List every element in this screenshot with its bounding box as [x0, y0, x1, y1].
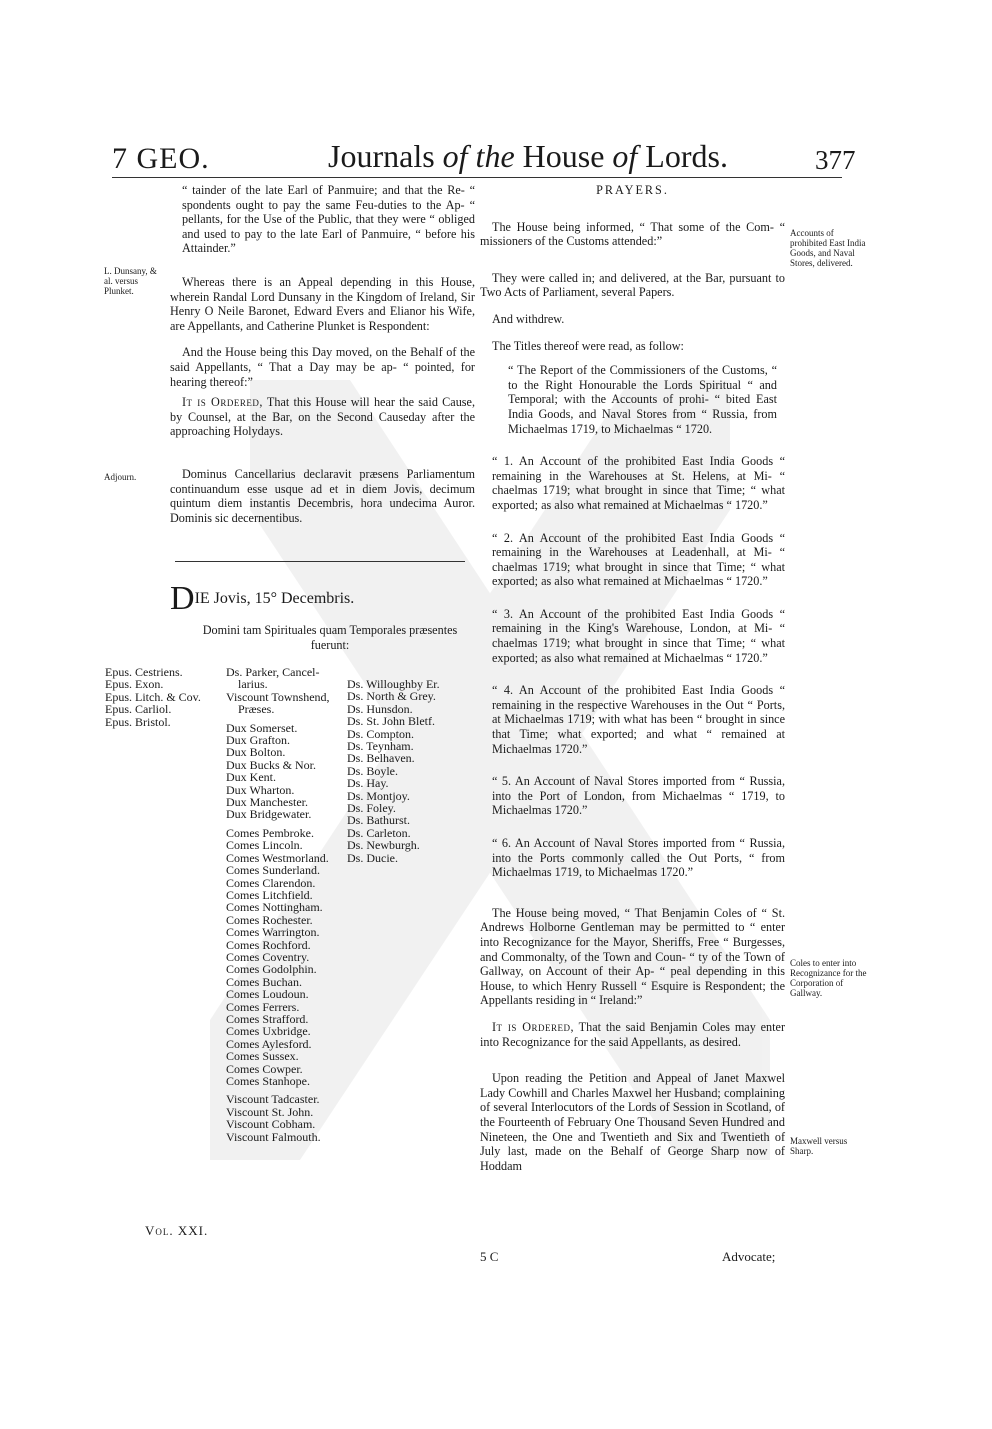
list-item: Comes Pembroke. [226, 825, 314, 840]
ordered-text: That the said Benjamin Coles may enter into Recognizance for the said Appellants, as desired. [480, 1019, 785, 1049]
list-item: Dux Bolton. [226, 745, 286, 760]
lords-list-bishops [105, 666, 201, 728]
list-item: Ds. Hay. [347, 776, 389, 791]
drop-cap: D [170, 580, 195, 617]
margin-note-maxwell: Maxwell versus Sharp. [790, 1136, 848, 1156]
list-item: Dux Grafton. [226, 733, 290, 748]
list-item: Dux Kent. [226, 770, 276, 785]
margin-note-dunsany: L. Dunsany, & al. versus Plunket. [104, 266, 157, 296]
catchword: Advocate; [722, 1249, 776, 1264]
quote-account-3: “ 3. An Account of the prohibited East India Goods “ remaining in the King's Warehouse, London, at Mi- “ chaelmas 1719; what brought in since that Time; “ what exported; as also what remained at Michaelmas “ 1720.” [492, 606, 785, 665]
margin-note-coles: Coles to enter into Recognizance for the Corporation of Gallway. [790, 958, 867, 998]
list-item: Viscount Cobham. [226, 1117, 316, 1132]
list-item: Comes Godolphin. [226, 962, 317, 977]
lords-list-peers [226, 666, 330, 1143]
list-item: Dux Bridgewater. [226, 807, 312, 822]
list-item: Epus. Cestriens. [105, 665, 183, 679]
list-item: Dux Manchester. [226, 795, 308, 810]
list-item: Comes Sussex. [226, 1049, 299, 1064]
list-group-dukes [226, 722, 330, 821]
margin-note-accounts: Accounts of prohibited East India Goods, and Naval Stores, delivered. [790, 228, 866, 268]
paragraph-house-moved: And the House being this Day moved, on the Behalf of the said Appellants, “ That a Day may be ap- “ pointed, for hearing thereof:” [170, 345, 475, 389]
list-item: Ds. Compton. [347, 726, 415, 741]
list-group-viscounts [226, 1093, 330, 1143]
list-item: Ds. Willoughby Er. [347, 677, 440, 691]
title-journals: Journals [328, 138, 443, 174]
left-column [170, 183, 475, 525]
title-house: House [522, 138, 605, 174]
list-item: larius. [238, 677, 268, 692]
list-item: Comes Warrington. [226, 925, 320, 940]
list-item: Epus. Exon. [105, 677, 164, 692]
title-of-2: of [604, 138, 646, 174]
header-divider [112, 177, 842, 178]
list-item: Comes Lincoln. [226, 838, 303, 853]
list-item: Dux Bucks & Nor. [226, 757, 316, 772]
list-item: Comes Ferrers. [226, 999, 300, 1014]
list-item: Comes Nottingham. [226, 900, 323, 915]
title-lords: Lords. [645, 138, 728, 174]
list-item: Comes Cowper. [226, 1061, 303, 1076]
quote-account-2: “ 2. An Account of the prohibited East India Goods “ remaining in the Warehouses at Leadenhall, at Mi- “ chaelmas 1719; what brought in since that Time; “ what exported; as also what remained at Michaelmas “ 1720.” [492, 530, 785, 589]
list-item: Comes Westmorland. [226, 850, 329, 865]
list-group-earls [226, 827, 330, 1088]
list-item: Viscount Townshend, [226, 689, 330, 704]
paragraph-titles-read: The Titles thereof were read, as follow: [492, 338, 684, 353]
right-column [480, 183, 785, 1173]
lords-list-barons [347, 678, 440, 864]
list-item: Ds. North & Grey. [347, 689, 436, 704]
list-item: Epus. Bristol. [105, 714, 171, 729]
title-the: the [467, 138, 523, 174]
day-heading [170, 580, 355, 617]
quote-account-6: “ 6. An Account of Naval Stores imported from “ Russia, into the Ports commonly called the Out Ports, “ from Michaelmas 1719, to Michaelmas 1720.” [492, 836, 785, 880]
list-item: Ds. Newburgh. [347, 838, 420, 853]
paragraph-ordered-hearing [170, 395, 475, 439]
list-item: Ds. Bathurst. [347, 813, 410, 828]
section-heading-prayers: PRAYERS. [596, 183, 669, 197]
title-of: of [442, 138, 468, 174]
list-item: Epus. Carliol. [105, 702, 172, 717]
signature-mark: 5 C [480, 1249, 499, 1264]
list-item: Ds. St. John Bletf. [347, 714, 436, 729]
list-item: Comes Rochester. [226, 912, 313, 927]
ordered-label: It is Ordered, [182, 395, 263, 410]
quote-account-1: “ 1. An Account of the prohibited East India Goods “ remaining in the Warehouses at St. Helens, at Mi- “ chaelmas 1719; what brought in since that Time; “ what exported; as also what remained at Michaelmas “ 1720.” [492, 454, 785, 512]
list-item: Præses. [238, 702, 275, 717]
paragraph-coles-ordered [480, 1020, 785, 1049]
ordered-label: It is Ordered, [492, 1019, 575, 1034]
list-item: Ds. Carleton. [347, 825, 411, 840]
list-item: Comes Loudoun. [226, 987, 309, 1002]
list-item: Viscount Falmouth. [226, 1129, 321, 1144]
list-item: Comes Clarendon. [226, 875, 316, 890]
page-number: 377 [815, 145, 856, 175]
paragraph-coles-motion: The House being moved, “ That Benjamin Coles of “ St. Andrews Holborne Gentleman may be permitted to “ enter into Recognizance for the Mayor, Sheriffs, Free “ Burgesses, and Commonalty, of the Town and Coun- “ ty of the Town of Gallway, on Account of their Ap- “ peal depending in this House, to which Henry Russell “ Esquire is Respondent; the Appellants residing in “ Ireland:” [480, 905, 785, 1008]
list-item: Viscount Tadcaster. [226, 1092, 320, 1107]
quote-panmuire: “ tainder of the late Earl of Panmuire; and that the Re- “ spondents ought to pay the same Feu-duties to the Ap- “ pellants, for the Use of the Public, that they were “ obliged and used to pay to the late Earl of Panmuire, “ before his Attainder.” [182, 183, 475, 256]
day-heading-text: IE Jovis, 15° Decembris. [194, 590, 355, 607]
paragraph-withdrew: And withdrew. [492, 311, 565, 326]
list-item: Ds. Ducie. [347, 850, 398, 865]
list-item: Ds. Parker, Cancel- [226, 665, 320, 679]
quote-report-title: “ The Report of the Commissioners of the Customs, “ to the Right Honourable the Lords Spiritual “ and Temporal; with the Accounts of prohi- “ bited East India Goods, and Naval Stores from “ Russia, from Michaelmas 1719, to Michaelmas “ 1720. [508, 363, 777, 436]
list-item: Ds. Foley. [347, 801, 396, 816]
list-item: Comes Strafford. [226, 1011, 309, 1026]
list-item: Viscount St. John. [226, 1104, 314, 1119]
list-item: Ds. Teynham. [347, 739, 414, 754]
list-item: Comes Litchfield. [226, 887, 313, 902]
list-item: Comes Sunderland. [226, 863, 320, 878]
list-item: Ds. Montjoy. [347, 788, 410, 803]
paragraph-maxwell-appeal: Upon reading the Petition and Appeal of Janet Maxwel Lady Cowhill and Charles Maxwel her Husband; complaining of several Interlocutors of the Lords of Session in Scotland, of the Fourteenth of February One Thousand Seven Hundred and Nineteen, the One and Twentieth and Six and Twentieth of July last, made on the Behalf of George Sharp now of Hoddam [480, 1071, 785, 1173]
list-item: Comes Rochford. [226, 937, 311, 952]
list-item: Ds. Hunsdon. [347, 701, 413, 716]
list-item: Dux Wharton. [226, 782, 295, 797]
list-item: Ds. Belhaven. [347, 751, 415, 766]
running-head-title [328, 138, 728, 175]
quote-account-4: “ 4. An Account of the prohibited East India Goods “ remaining in the respective Warehouses in the Out “ Ports, at Michaelmas 1719; with what has been “ brought in since that Time; what exported; and what “ remained at Michaelmas 1720.” [492, 683, 785, 756]
list-item: Comes Buchan. [226, 974, 302, 989]
list-item: Comes Aylesford. [226, 1036, 312, 1051]
running-head-left: 7 GEO. [112, 142, 210, 175]
list-item: Comes Uxbridge. [226, 1024, 311, 1039]
list-item: Ds. Boyle. [347, 763, 398, 778]
volume-number: Vol. XXI. [145, 1223, 209, 1238]
list-item: Comes Stanhope. [226, 1074, 310, 1088]
list-item: Epus. Litch. & Cov. [105, 689, 201, 704]
lords-present-heading: Domini tam Spirituales quam Temporales præsentes fuerunt: [202, 623, 458, 652]
paragraph-dunsany-appeal: Whereas there is an Appeal depending in this House, wherein Randal Lord Dunsany in the Kingdom of Ireland, Sir Henry O Neile Baronet, Edward Evers and Elianor his Wife, are Appellants, and Catherine Plunket is Respondent: [170, 274, 475, 333]
margin-note-adjourn: Adjourn. [104, 472, 137, 482]
list-item: Dux Somerset. [226, 720, 298, 735]
quote-account-5: “ 5. An Account of Naval Stores imported from “ Russia, into the Port of London, from Michaelmas “ 1719, to Michaelmas 1720.” [492, 774, 785, 818]
paragraph-commissioners: The House being informed, “ That some of the Com- “ missioners of the Customs attended:” [480, 219, 785, 249]
paragraph-adjournment: Dominus Cancellarius declaravit præsens Parliamentum continuandum esse usque ad et in diem Jovis, decimum quintum diem instantis Decembris, hora undecima Auror. Dominis sic decernentibus. [170, 466, 475, 525]
section-divider [175, 561, 465, 562]
list-item: Comes Coventry. [226, 949, 310, 964]
paragraph-called-in: They were called in; and delivered, at the Bar, pursuant to Two Acts of Parliament, several Papers. [480, 270, 785, 300]
ordered-text: That this House will hear the said Cause, by Counsel, at the Bar, on the Second Causeday after the approaching Holydays. [170, 395, 475, 439]
